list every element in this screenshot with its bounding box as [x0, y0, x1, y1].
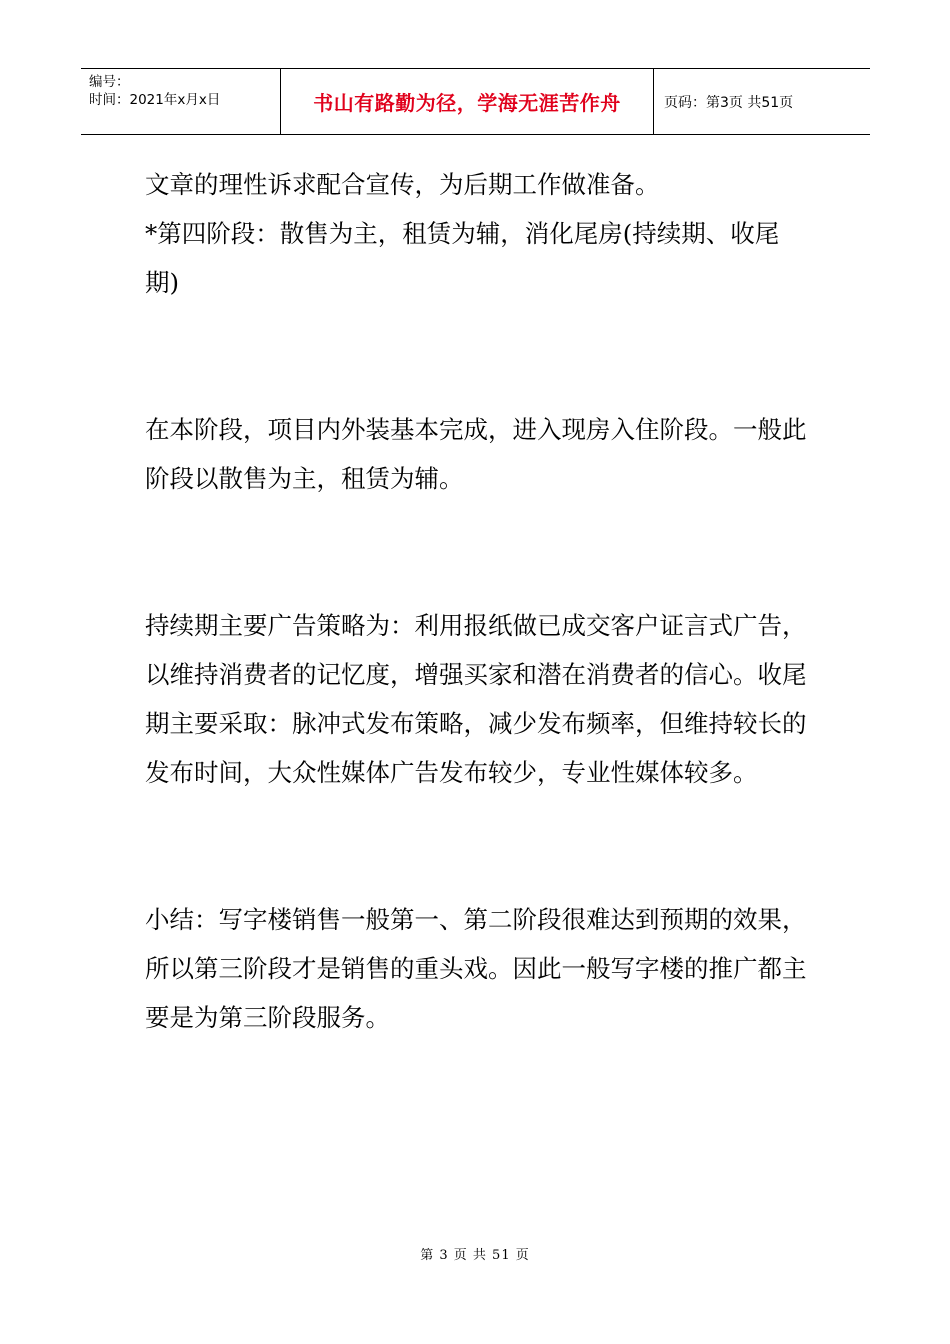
document-body	[145, 160, 813, 1042]
page-footer: 第 3 页 共 51 页	[420, 1248, 530, 1263]
header-motto: 书山有路勤为径，学海无涯苦作舟	[281, 69, 654, 134]
page-header	[81, 68, 870, 135]
paragraph: 文章的理性诉求配合宣传，为后期工作做准备。	[145, 170, 660, 199]
paragraph: 持续期主要广告策略为：利用报纸做已成交客户证言式广告，以维持消费者的记忆度，增强买家和潜在消费者的信心。收尾期主要采取：脉冲式发布策略，减少发布频率，但维持较长的发布时间，大众性媒体广告发布较少，专业性媒体较多。	[145, 611, 807, 787]
section-heading: *第四阶段：散售为主，租赁为辅，消化尾房(持续期、收尾期)	[145, 219, 780, 297]
document-time-label: 时间：2021年x月x日	[89, 92, 221, 108]
document-number-label: 编号：	[89, 74, 130, 90]
header-meta	[81, 69, 281, 134]
paragraph: 在本阶段，项目内外装基本完成，进入现房入住阶段。一般此阶段以散售为主，租赁为辅。	[145, 415, 807, 493]
header-page-number: 页码：第3页 共51页	[664, 94, 794, 111]
summary-paragraph: 小结：写字楼销售一般第一、第二阶段很难达到预期的效果，所以第三阶段才是销售的重头戏。因此一般写字楼的推广都主要是为第三阶段服务。	[145, 905, 807, 1032]
